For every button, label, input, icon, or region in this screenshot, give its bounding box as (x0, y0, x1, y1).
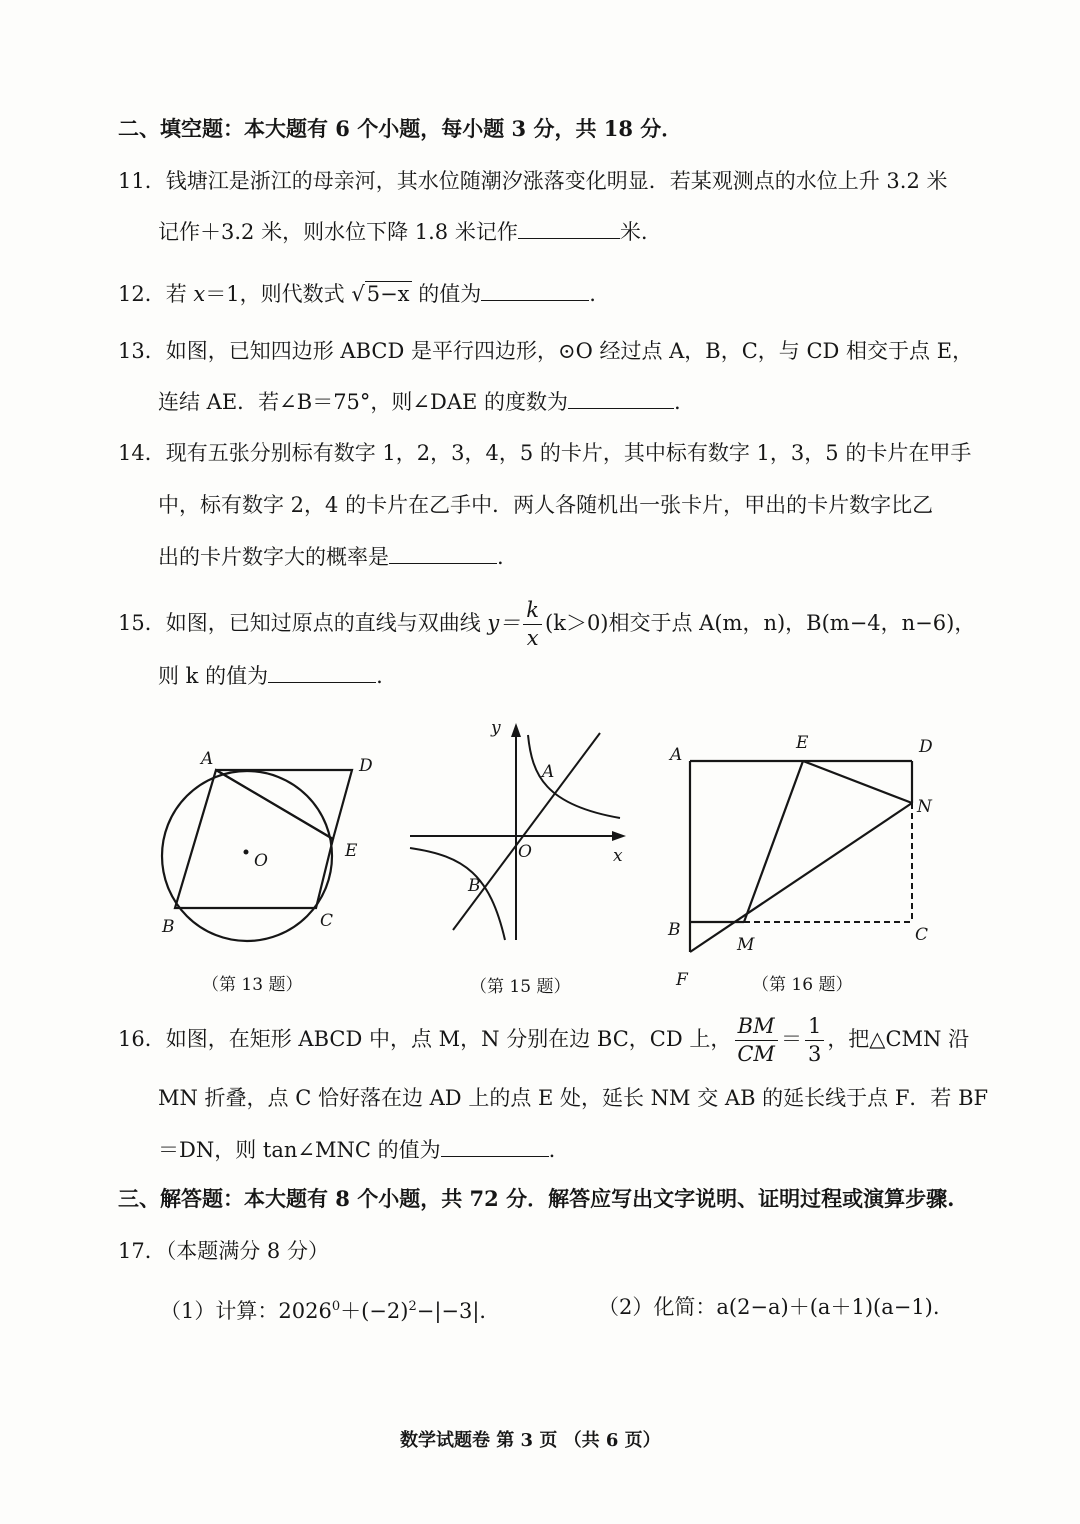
label-e: E (796, 733, 809, 753)
answer-blank[interactable] (389, 541, 497, 564)
fraction-denominator: 3 (807, 1042, 822, 1066)
question-text: ＝1，则代数式 (205, 282, 352, 306)
section-heading: 二、填空题：本大题有 6 个小题，每小题 3 分，共 18 分． (118, 116, 683, 141)
label-b: B (162, 917, 175, 937)
question-13 (118, 336, 973, 366)
center-dot (244, 850, 249, 855)
question-text: 则 k 的值为 (158, 664, 269, 688)
quadrilateral-abce (175, 770, 333, 908)
label-b: B (468, 876, 481, 896)
question-16 (118, 1013, 969, 1065)
answer-blank[interactable] (518, 216, 620, 239)
question-14-line2: 中，标有数字 2，4 的卡片在乙手中．两人各随机出一张卡片，甲出的卡片数字比乙 (158, 493, 934, 517)
question-text: 记作＋3.2 米，则水位下降 1.8 米记作 (158, 220, 518, 244)
question-text: 钱塘江是浙江的母亲河，其水位随潮汐涨落变化明显．若某观测点的水位上升 3.2 米 (165, 169, 948, 193)
segment-me (744, 761, 803, 922)
fraction-k-over-x (523, 600, 542, 649)
label-d: D (359, 756, 373, 776)
question-17 (118, 1236, 329, 1266)
fraction-one-third (805, 1016, 824, 1065)
circle-o (162, 771, 332, 941)
question-text: . (674, 390, 681, 414)
question-16-line2: MN 折叠，点 C 恰好落在边 AD 上的点 E 处，延长 NM 交 AB 的延长线于点 F．若 BF (158, 1086, 989, 1110)
fraction-denominator: x (526, 626, 539, 650)
label-a: A (201, 749, 214, 769)
question-text: 现有五张分别标有数字 1，2，3，4，5 的卡片，其中标有数字 1，3，5 的卡片在甲手 (165, 441, 972, 465)
label-o: O (254, 851, 268, 871)
label-y: y (491, 718, 501, 738)
question-15-line2 (158, 660, 383, 691)
question-text: 连结 AE．若∠B＝75°，则∠DAE 的度数为 (158, 390, 569, 414)
question-number: 15． (118, 611, 166, 635)
question-text: . (589, 282, 596, 306)
question-text: 若 (165, 282, 194, 306)
fraction-numerator: k (523, 600, 542, 625)
expression: 2026 (278, 1299, 332, 1323)
fraction-numerator: 1 (805, 1016, 824, 1041)
label-f: F (676, 970, 688, 990)
label-x: x (613, 846, 623, 866)
question-text: 的值为 (411, 282, 482, 306)
equals-sign: ＝ (780, 1027, 802, 1051)
question-number: 17． (118, 1239, 166, 1263)
part-label: （1）计算： (160, 1299, 279, 1323)
page-footer: 数学试题卷 第 3 页 （共 6 页） (400, 1430, 661, 1451)
fraction-numerator: BM (735, 1016, 778, 1041)
question-14-line3 (158, 541, 504, 572)
label-m: M (737, 935, 755, 955)
question-text: . (497, 545, 504, 569)
question-text: 出的卡片数字大的概率是 (158, 545, 389, 569)
sqrt-radicand: 5−x (366, 282, 410, 306)
question-14 (118, 438, 971, 468)
question-11-line2 (158, 216, 648, 247)
question-text: (k＞0)相交于点 A(m，n)，B(m−4，n−6)， (545, 611, 976, 635)
fraction-bm-over-cm (734, 1016, 778, 1065)
label-b: B (668, 920, 681, 940)
label-a: A (670, 745, 683, 765)
question-17-part2: （2）化简：a(2−a)＋(a＋1)(a−1). (598, 1295, 940, 1319)
variable: x (193, 282, 206, 306)
sqrt-symbol: √ (351, 282, 365, 306)
expression: −|−3|． (416, 1299, 501, 1323)
label-o: O (518, 842, 532, 862)
y-axis-arrow (511, 723, 521, 737)
line-fn (690, 803, 912, 952)
question-text: ＝DN，则 tan∠MNC 的值为 (158, 1138, 441, 1162)
x-axis-arrow (612, 831, 626, 841)
exponent: 0 (331, 1299, 341, 1314)
question-number: 11． (118, 169, 166, 193)
question-text: 米. (619, 220, 648, 244)
question-15 (118, 600, 975, 649)
question-text: . (376, 664, 383, 688)
answer-blank[interactable] (481, 278, 589, 301)
equation-lhs: y＝ (487, 611, 521, 635)
question-17-part1 (160, 1292, 500, 1326)
question-number: 13． (118, 339, 166, 363)
question-number: 14． (118, 441, 166, 465)
figure-13 (140, 740, 380, 970)
question-12 (118, 278, 596, 309)
question-text: 如图，已知过原点的直线与双曲线 (165, 611, 488, 635)
question-number: 12． (118, 282, 166, 306)
hyperbola-branch-2 (410, 848, 505, 940)
line-through-origin (453, 733, 600, 930)
section-heading: 三、解答题：本大题有 8 个小题，共 72 分．解答应写出文字说明、证明过程或演算步骤. (118, 1186, 955, 1211)
question-13-line2 (158, 386, 681, 417)
question-title: （本题满分 8 分） (165, 1239, 329, 1263)
figure-16-caption: （第 16 题） (752, 975, 853, 995)
exponent: 2 (408, 1299, 417, 1314)
fraction-denominator: CM (737, 1042, 775, 1066)
question-number: 16． (118, 1027, 166, 1051)
expression: ＋(−2) (340, 1299, 409, 1323)
question-16-line3 (158, 1134, 555, 1165)
question-text: 如图，已知四边形 ABCD 是平行四边形，⊙O 经过点 A，B，C，与 CD 相交于点 E， (165, 339, 974, 363)
question-11 (118, 166, 947, 196)
figure-15-caption: （第 15 题） (470, 977, 571, 997)
answer-blank[interactable] (441, 1134, 549, 1157)
question-text: 如图，在矩形 ABCD 中，点 M，N 分别在边 BC，CD 上， (165, 1027, 732, 1051)
label-c: C (320, 911, 334, 931)
label-d: D (919, 737, 933, 757)
figure-16 (660, 730, 950, 990)
figure-15 (405, 715, 635, 955)
label-c: C (915, 925, 929, 945)
question-text: ，把△CMN 沿 (827, 1027, 970, 1051)
segment-en (803, 761, 912, 803)
label-a: A (542, 762, 555, 782)
answer-blank[interactable] (568, 386, 674, 409)
label-e: E (345, 841, 358, 861)
question-text: . (548, 1138, 556, 1162)
answer-blank[interactable] (268, 660, 376, 683)
label-n: N (917, 797, 932, 817)
figure-13-caption: （第 13 题） (202, 975, 303, 995)
